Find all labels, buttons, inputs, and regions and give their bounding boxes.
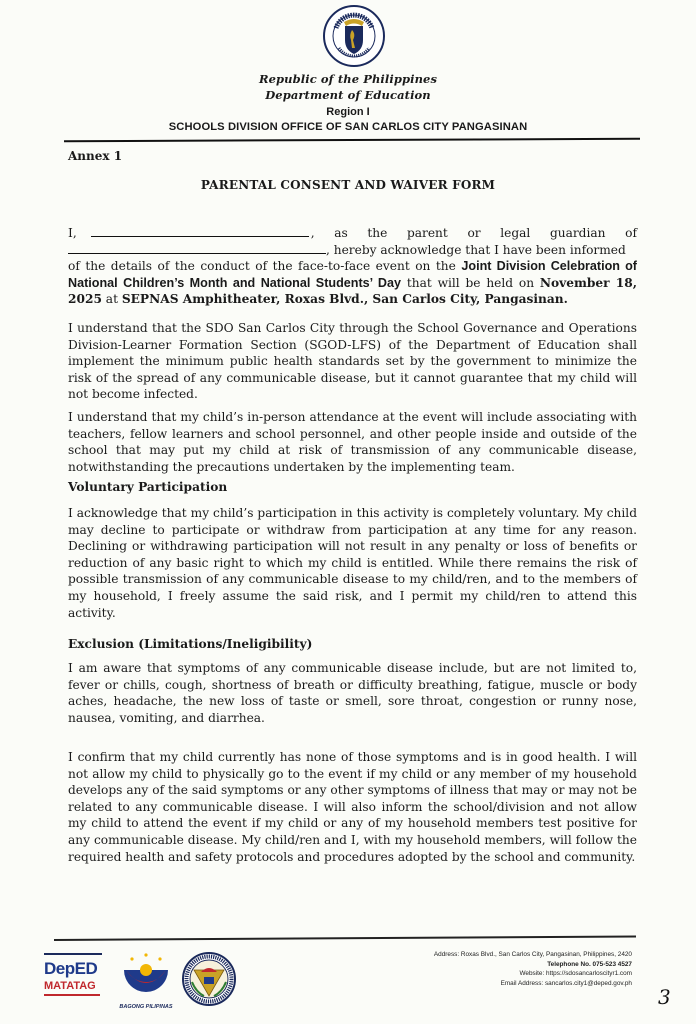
- region-line: Region I: [326, 106, 370, 118]
- annex-label: Annex 1: [68, 149, 123, 163]
- header-rule: [64, 138, 640, 143]
- republic-line: Republic of the Philippines: [258, 72, 438, 86]
- deped-text: DepED: [44, 959, 98, 978]
- symptoms-paragraph: I am aware that symptoms of any communicable disease include, but are not limited to, fever or chills, cough, shortness of breath or difficulty breathing, fatigue, muscle or body aches, headache, the new loss of taste or smell, sore throat, congestion or runny nose, nausea, vomiting, and diarrhea.: [68, 661, 637, 725]
- health-confirmation-paragraph: I confirm that my child currently has none of those symptoms and is in good health. I will not allow my child to physically go to the event if my child or any member of my household develops any of the said symptoms or any other symptoms of illness that may or may not be related to any communicable disease. I will also inform the school/division and not allow my child to attend the event if my child or any of my household members test positive for any communicable disease. My child/ren and I, with my household members, will follow the required health and safety protocols and procedures adopted by the school and community.: [68, 750, 637, 864]
- footer-email[interactable]: Email Address: sancarlos.city1@deped.gov.ph: [500, 979, 632, 987]
- bagong-pilipinas-text: BAGONG PILIPINAS: [119, 1004, 173, 1010]
- deped-matatag-logo: [44, 953, 104, 1013]
- child-name-field[interactable]: [68, 242, 326, 254]
- division-office-line: SCHOOLS DIVISION OFFICE OF SAN CARLOS CITY PANGASINAN: [168, 121, 528, 133]
- department-line: Department of Education: [265, 88, 431, 102]
- footer-rule: [54, 935, 636, 941]
- form-title: PARENTAL CONSENT AND WAIVER FORM: [200, 178, 496, 192]
- voluntary-participation-paragraph: I acknowledge that my child’s participation in this activity is completely voluntary. My child may decline to participate or withdraw from participation at any time for any reason. Declining or withdrawing participation will not result in any penalty or loss of benefits or reduction of any basic right to which my child is entitled. While there remains the risk of possible transmission of any communicable disease to my child/ren, and to the members of my household, I freely assume the said risk, and I permit my child/ren to attend this activity.: [68, 506, 637, 620]
- event-date: November 18, 2025: [68, 275, 637, 307]
- attendance-risk-paragraph: I understand that my child’s in-person attendance at the event will include associating with teachers, fellow learners and school personnel, and other people inside and outside of the school that may put my child at risk of transmission of any communicable disease, notwithstanding the precautions undertaken by the implementing team.: [68, 410, 637, 474]
- event-venue: SEPNAS Amphitheater, Roxas Blvd., San Carlos City, Pangasinan.: [121, 292, 568, 307]
- deped-seal-icon: [322, 4, 386, 68]
- sdo-san-carlos-seal-icon: [182, 952, 236, 1006]
- footer-telephone: Telephone No. 075-523 4527: [547, 960, 632, 968]
- sdo-standards-paragraph: I understand that the SDO San Carlos City through the School Governance and Operations Division-Learner Formation Section (SGOD-LFS) of the Department of Education shall implement the minimum public health standards set by the government to minimize the risk of the spread of any communicable disease, but it cannot guarantee that my child will not become infected.: [68, 321, 637, 402]
- bagong-pilipinas-logo: [118, 952, 174, 1014]
- intro-paragraph: I, , as the parent or legal guardian of , hereby acknowledge that I have been informed of the details of the conduct of the face-to-face event on the Joint Division Celebration of National Children’s Month and National Students’ Day that will be held on November 18, 2025 at SEPNAS Amphitheater, Roxas Blvd., San Carlos City, Pangasinan.: [68, 226, 638, 307]
- voluntary-participation-heading: Voluntary Participation: [68, 480, 228, 494]
- footer-address: Address: Roxas Blvd., San Carlos City, Pangasinan, Philippines, 2420: [433, 951, 632, 958]
- matatag-text: MATATAG: [44, 980, 96, 992]
- event-name: Joint Division Celebration of National Children’s Month and National Students’ Day: [68, 259, 638, 290]
- exclusion-heading: Exclusion (Limitations/Ineligibility): [68, 637, 313, 651]
- footer-website[interactable]: Website: https://sdosancarloscityr1.com: [519, 970, 632, 978]
- footer-contact-block: [434, 950, 632, 988]
- bagong-pilipinas-icon: [118, 952, 174, 1000]
- page-number: 3: [658, 985, 671, 1009]
- guardian-name-field[interactable]: [91, 225, 309, 237]
